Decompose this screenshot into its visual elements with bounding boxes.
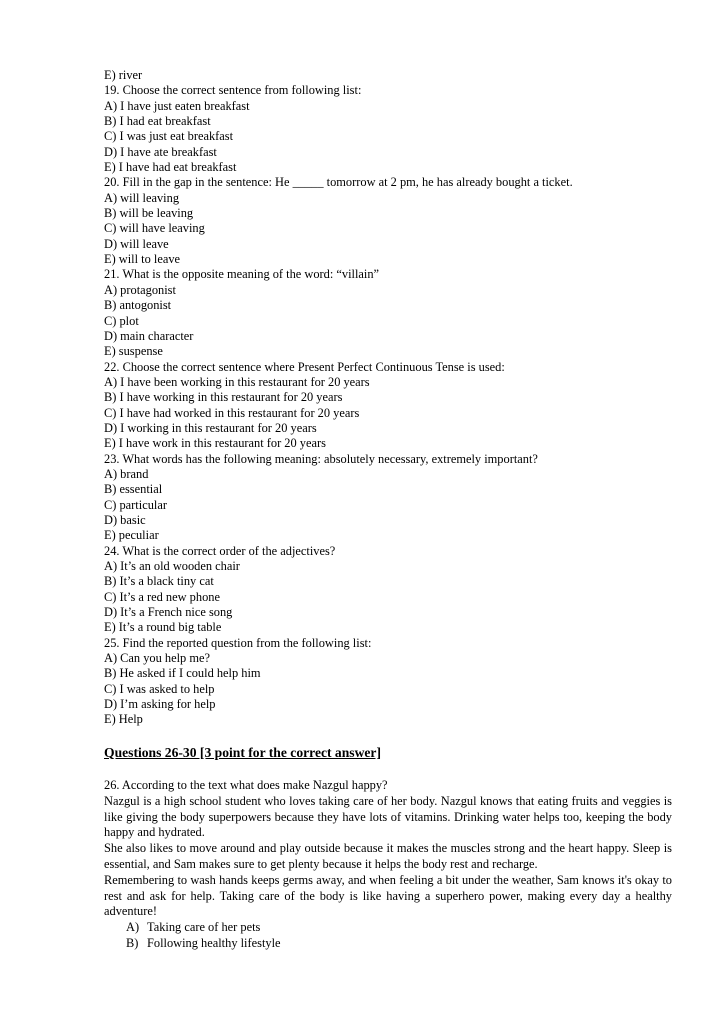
option-25-b: B) He asked if I could help him — [104, 666, 261, 681]
option-24-b: B) It’s a black tiny cat — [104, 574, 214, 589]
option-label: A) — [126, 920, 140, 935]
option-24-e: E) It’s a round big table — [104, 620, 222, 635]
question-26: 26. According to the text what does make Nazgul happy? — [104, 778, 388, 792]
option-20-d: D) will leave — [104, 236, 169, 251]
question-19: 19. Choose the correct sentence from following list: — [104, 83, 362, 98]
option-19-c: C) I was just eat breakfast — [104, 129, 234, 144]
reading-paragraph-1: Nazgul is a high school student who loves taking care of her body. Nazgul knows that eating fruits and veggies is like giving the body superpowers because they have lots of vitamins. Drinking water helps too, keeping the body happy and hydrated. — [104, 793, 672, 840]
question-23: 23. What words has the following meaning: absolutely necessary, extremely important? — [104, 451, 538, 466]
option-22-c: C) I have had worked in this restaurant for 20 years — [104, 405, 360, 420]
option-23-c: C) particular — [104, 497, 167, 512]
reading-paragraph-2: She also likes to move around and play outside because it makes the muscles strong and the heart happy. Sleep is essential, and Sam makes sure to get plenty because it helps the body rest and recharge. — [104, 841, 672, 871]
option-text: Following healthy lifestyle — [147, 935, 281, 950]
option-23-a: A) brand — [104, 466, 149, 481]
option-24-a: A) It’s an old wooden chair — [104, 559, 240, 573]
option-19-e: E) I have had eat breakfast — [104, 160, 237, 175]
option-25-e: E) Help — [104, 712, 143, 727]
option-20-b: B) will be leaving — [104, 206, 194, 221]
option-25-d: D) I’m asking for help — [104, 697, 216, 712]
option-19-d: D) I have ate breakfast — [104, 144, 217, 159]
question-20: 20. Fill in the gap in the sentence: He _____ tomorrow at 2 pm, he has already bought a ticket. — [104, 175, 573, 190]
option-21-c: C) plot — [104, 313, 139, 328]
option-19-b: B) I had eat breakfast — [104, 114, 211, 129]
question-22: 22. Choose the correct sentence where Present Perfect Continuous Tense is used: — [104, 359, 505, 374]
option-22-e: E) I have work in this restaurant for 20 years — [104, 436, 326, 451]
option-22-b: B) I have working in this restaurant for 20 years — [104, 390, 343, 405]
section-heading: Questions 26-30 [3 point for the correct answer] — [104, 745, 381, 760]
option-21-e: E) suspense — [104, 344, 163, 359]
option-23-e: E) peculiar — [104, 528, 159, 543]
option-21-d: D) main character — [104, 328, 194, 343]
option-26-b — [104, 936, 672, 952]
option-22-d: D) I working in this restaurant for 20 years — [104, 420, 317, 435]
reading-paragraph-3: Remembering to wash hands keeps germs away, and when feeling a bit under the weather, Sam knows it's okay to rest and ask for help. Taking care of the body is like having a superhero power, making every day a healthy adventure! — [104, 872, 672, 919]
option-24-d: D) It’s a French nice song — [104, 605, 233, 620]
option-19-a: A) I have just eaten breakfast — [104, 98, 250, 113]
option-26-a — [104, 920, 672, 936]
option-23-b: B) essential — [104, 482, 163, 497]
option-22-a: A) I have been working in this restaurant for 20 years — [104, 374, 370, 389]
option-25-c: C) I was asked to help — [104, 681, 215, 696]
option-23-d: D) basic — [104, 512, 146, 527]
option-25-a: A) Can you help me? — [104, 651, 210, 666]
question-24: 24. What is the correct order of the adjectives? — [104, 543, 336, 558]
option-21-b: B) antogonist — [104, 298, 172, 313]
option-20-a: A) will leaving — [104, 190, 180, 205]
option-text: Taking care of her pets — [147, 920, 261, 935]
option-20-c: C) will have leaving — [104, 221, 205, 236]
option-21-a: A) protagonist — [104, 282, 176, 297]
option-24-c: C) It’s a red new phone — [104, 589, 220, 604]
questions-19-25 — [104, 68, 674, 728]
question-25: 25. Find the reported question from the following list: — [104, 635, 372, 650]
question-26-block — [104, 778, 672, 952]
option-18-e: E) river — [104, 68, 143, 82]
question-21: 21. What is the opposite meaning of the word: “villain” — [104, 267, 380, 282]
option-20-e: E) will to leave — [104, 252, 181, 267]
option-label: B) — [126, 935, 139, 950]
